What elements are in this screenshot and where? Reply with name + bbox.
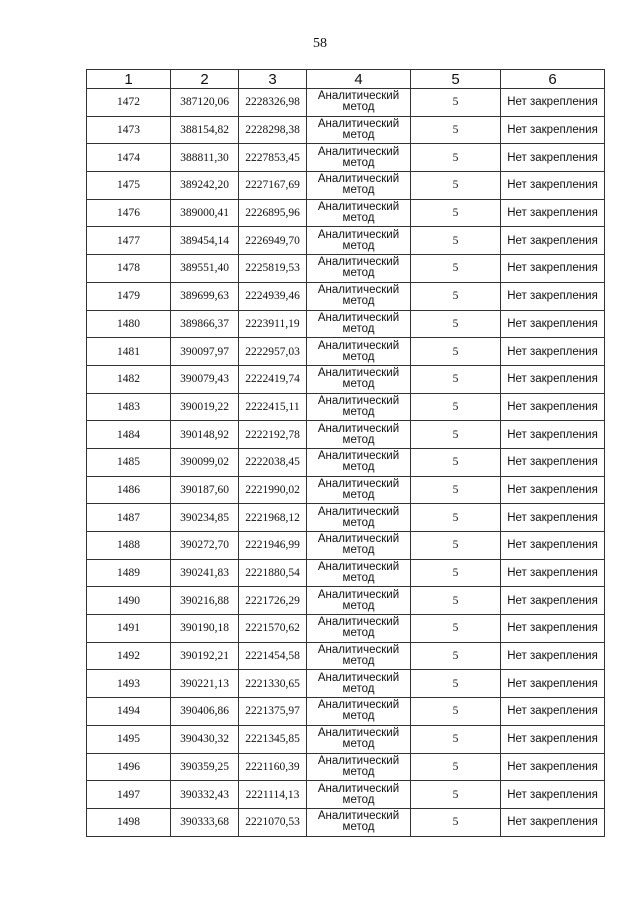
point-number-cell: 1473 bbox=[87, 116, 171, 144]
y-coordinate-cell: 2221726,29 bbox=[239, 587, 307, 615]
method-cell bbox=[307, 393, 411, 421]
x-coordinate-cell: 390430,32 bbox=[171, 725, 239, 753]
table-row bbox=[87, 698, 605, 726]
method-text-line1: Аналитический bbox=[317, 561, 400, 574]
y-coordinate-cell: 2222192,78 bbox=[239, 421, 307, 449]
column-header: 6 bbox=[501, 70, 605, 89]
method-text-line1: Аналитический bbox=[317, 533, 400, 546]
accuracy-cell: 5 bbox=[411, 282, 501, 310]
y-coordinate-cell: 2226949,70 bbox=[239, 227, 307, 255]
x-coordinate-cell: 390241,83 bbox=[171, 559, 239, 587]
method-text-line1: Аналитический bbox=[317, 505, 400, 518]
y-coordinate-cell: 2226895,96 bbox=[239, 199, 307, 227]
method-text-line1: Аналитический bbox=[317, 588, 400, 601]
method-text-line1: Аналитический bbox=[317, 284, 400, 297]
table-row bbox=[87, 615, 605, 643]
table-row bbox=[87, 587, 605, 615]
y-coordinate-cell: 2221345,85 bbox=[239, 725, 307, 753]
x-coordinate-cell: 390359,25 bbox=[171, 753, 239, 781]
accuracy-cell: 5 bbox=[411, 393, 501, 421]
method-text-line2: метод bbox=[342, 433, 375, 446]
fixation-cell: Нет закрепления bbox=[501, 725, 605, 753]
method-text-line1: Аналитический bbox=[317, 256, 400, 269]
point-number-cell: 1492 bbox=[87, 642, 171, 670]
fixation-cell: Нет закрепления bbox=[501, 532, 605, 560]
accuracy-cell: 5 bbox=[411, 476, 501, 504]
method-cell bbox=[307, 338, 411, 366]
x-coordinate-cell: 390079,43 bbox=[171, 365, 239, 393]
point-number-cell: 1476 bbox=[87, 199, 171, 227]
column-header: 3 bbox=[239, 70, 307, 89]
method-text-line1: Аналитический bbox=[317, 450, 400, 463]
x-coordinate-cell: 389000,41 bbox=[171, 199, 239, 227]
method-cell bbox=[307, 89, 411, 117]
point-number-cell: 1482 bbox=[87, 365, 171, 393]
table-row bbox=[87, 310, 605, 338]
accuracy-cell: 5 bbox=[411, 199, 501, 227]
x-coordinate-cell: 387120,06 bbox=[171, 89, 239, 117]
method-text-line2: метод bbox=[342, 738, 375, 751]
y-coordinate-cell: 2221114,13 bbox=[239, 781, 307, 809]
table-row bbox=[87, 144, 605, 172]
fixation-cell: Нет закрепления bbox=[501, 172, 605, 200]
table-row bbox=[87, 365, 605, 393]
fixation-cell: Нет закрепления bbox=[501, 310, 605, 338]
column-header: 1 bbox=[87, 70, 171, 89]
method-cell bbox=[307, 144, 411, 172]
method-cell bbox=[307, 476, 411, 504]
y-coordinate-cell: 2225819,53 bbox=[239, 255, 307, 283]
column-header: 2 bbox=[171, 70, 239, 89]
x-coordinate-cell: 390333,68 bbox=[171, 808, 239, 836]
y-coordinate-cell: 2221330,65 bbox=[239, 670, 307, 698]
method-text-line2: метод bbox=[342, 378, 375, 391]
coordinates-table bbox=[86, 69, 605, 837]
fixation-cell: Нет закрепления bbox=[501, 670, 605, 698]
table-row bbox=[87, 338, 605, 366]
method-text-line2: метод bbox=[342, 821, 375, 834]
accuracy-cell: 5 bbox=[411, 753, 501, 781]
table-row bbox=[87, 670, 605, 698]
fixation-cell: Нет закрепления bbox=[501, 781, 605, 809]
point-number-cell: 1489 bbox=[87, 559, 171, 587]
y-coordinate-cell: 2221160,39 bbox=[239, 753, 307, 781]
method-cell bbox=[307, 116, 411, 144]
method-text-line1: Аналитический bbox=[317, 644, 400, 657]
method-text-line2: метод bbox=[342, 295, 375, 308]
method-cell bbox=[307, 808, 411, 836]
fixation-cell: Нет закрепления bbox=[501, 393, 605, 421]
point-number-cell: 1497 bbox=[87, 781, 171, 809]
column-header: 5 bbox=[411, 70, 501, 89]
accuracy-cell: 5 bbox=[411, 670, 501, 698]
y-coordinate-cell: 2221946,99 bbox=[239, 532, 307, 560]
method-cell bbox=[307, 365, 411, 393]
method-text-line1: Аналитический bbox=[317, 422, 400, 435]
point-number-cell: 1493 bbox=[87, 670, 171, 698]
x-coordinate-cell: 390406,86 bbox=[171, 698, 239, 726]
accuracy-cell: 5 bbox=[411, 504, 501, 532]
y-coordinate-cell: 2222957,03 bbox=[239, 338, 307, 366]
x-coordinate-cell: 390192,21 bbox=[171, 642, 239, 670]
fixation-cell: Нет закрепления bbox=[501, 227, 605, 255]
table-row bbox=[87, 753, 605, 781]
accuracy-cell: 5 bbox=[411, 642, 501, 670]
table-row bbox=[87, 476, 605, 504]
method-text-line2: метод bbox=[342, 101, 375, 114]
point-number-cell: 1478 bbox=[87, 255, 171, 283]
method-text-line2: метод bbox=[342, 156, 375, 169]
y-coordinate-cell: 2221990,02 bbox=[239, 476, 307, 504]
fixation-cell: Нет закрепления bbox=[501, 753, 605, 781]
method-cell bbox=[307, 504, 411, 532]
method-text-line1: Аналитический bbox=[317, 727, 400, 740]
method-cell bbox=[307, 698, 411, 726]
x-coordinate-cell: 389551,40 bbox=[171, 255, 239, 283]
x-coordinate-cell: 390272,70 bbox=[171, 532, 239, 560]
method-text-line1: Аналитический bbox=[317, 477, 400, 490]
point-number-cell: 1481 bbox=[87, 338, 171, 366]
method-cell bbox=[307, 172, 411, 200]
point-number-cell: 1495 bbox=[87, 725, 171, 753]
point-number-cell: 1491 bbox=[87, 615, 171, 643]
point-number-cell: 1480 bbox=[87, 310, 171, 338]
x-coordinate-cell: 389699,63 bbox=[171, 282, 239, 310]
method-text-line2: метод bbox=[342, 322, 375, 335]
method-text-line2: метод bbox=[342, 488, 375, 501]
x-coordinate-cell: 390216,88 bbox=[171, 587, 239, 615]
accuracy-cell: 5 bbox=[411, 338, 501, 366]
fixation-cell: Нет закрепления bbox=[501, 504, 605, 532]
table-row bbox=[87, 89, 605, 117]
x-coordinate-cell: 388154,82 bbox=[171, 116, 239, 144]
accuracy-cell: 5 bbox=[411, 227, 501, 255]
y-coordinate-cell: 2222415,11 bbox=[239, 393, 307, 421]
point-number-cell: 1496 bbox=[87, 753, 171, 781]
method-text-line2: метод bbox=[342, 516, 375, 529]
method-text-line1: Аналитический bbox=[317, 173, 400, 186]
fixation-cell: Нет закрепления bbox=[501, 116, 605, 144]
table-row bbox=[87, 282, 605, 310]
method-text-line2: метод bbox=[342, 682, 375, 695]
method-cell bbox=[307, 310, 411, 338]
table-row bbox=[87, 393, 605, 421]
method-cell bbox=[307, 559, 411, 587]
table-row bbox=[87, 172, 605, 200]
fixation-cell: Нет закрепления bbox=[501, 698, 605, 726]
x-coordinate-cell: 390019,22 bbox=[171, 393, 239, 421]
point-number-cell: 1479 bbox=[87, 282, 171, 310]
method-text-line2: метод bbox=[342, 710, 375, 723]
accuracy-cell: 5 bbox=[411, 781, 501, 809]
method-cell bbox=[307, 227, 411, 255]
method-text-line2: метод bbox=[342, 627, 375, 640]
fixation-cell: Нет закрепления bbox=[501, 338, 605, 366]
fixation-cell: Нет закрепления bbox=[501, 476, 605, 504]
accuracy-cell: 5 bbox=[411, 310, 501, 338]
accuracy-cell: 5 bbox=[411, 587, 501, 615]
point-number-cell: 1485 bbox=[87, 448, 171, 476]
x-coordinate-cell: 389242,20 bbox=[171, 172, 239, 200]
method-text-line1: Аналитический bbox=[317, 367, 400, 380]
fixation-cell: Нет закрепления bbox=[501, 808, 605, 836]
accuracy-cell: 5 bbox=[411, 448, 501, 476]
method-text-line2: метод bbox=[342, 793, 375, 806]
x-coordinate-cell: 390187,60 bbox=[171, 476, 239, 504]
method-cell bbox=[307, 199, 411, 227]
method-text-line1: Аналитический bbox=[317, 699, 400, 712]
method-text-line1: Аналитический bbox=[317, 394, 400, 407]
fixation-cell: Нет закрепления bbox=[501, 642, 605, 670]
method-text-line2: метод bbox=[342, 544, 375, 557]
table-row bbox=[87, 448, 605, 476]
table-row bbox=[87, 504, 605, 532]
fixation-cell: Нет закрепления bbox=[501, 421, 605, 449]
fixation-cell: Нет закрепления bbox=[501, 448, 605, 476]
method-cell bbox=[307, 642, 411, 670]
y-coordinate-cell: 2221070,53 bbox=[239, 808, 307, 836]
point-number-cell: 1487 bbox=[87, 504, 171, 532]
y-coordinate-cell: 2221375,97 bbox=[239, 698, 307, 726]
method-cell bbox=[307, 255, 411, 283]
point-number-cell: 1490 bbox=[87, 587, 171, 615]
table-row bbox=[87, 421, 605, 449]
fixation-cell: Нет закрепления bbox=[501, 365, 605, 393]
accuracy-cell: 5 bbox=[411, 116, 501, 144]
accuracy-cell: 5 bbox=[411, 172, 501, 200]
x-coordinate-cell: 389866,37 bbox=[171, 310, 239, 338]
method-text-line2: метод bbox=[342, 184, 375, 197]
accuracy-cell: 5 bbox=[411, 144, 501, 172]
fixation-cell: Нет закрепления bbox=[501, 255, 605, 283]
method-cell bbox=[307, 421, 411, 449]
fixation-cell: Нет закрепления bbox=[501, 559, 605, 587]
table-row bbox=[87, 532, 605, 560]
y-coordinate-cell: 2222419,74 bbox=[239, 365, 307, 393]
method-cell bbox=[307, 753, 411, 781]
point-number-cell: 1488 bbox=[87, 532, 171, 560]
y-coordinate-cell: 2227167,69 bbox=[239, 172, 307, 200]
y-coordinate-cell: 2221968,12 bbox=[239, 504, 307, 532]
x-coordinate-cell: 390099,02 bbox=[171, 448, 239, 476]
x-coordinate-cell: 390332,43 bbox=[171, 781, 239, 809]
point-number-cell: 1483 bbox=[87, 393, 171, 421]
table-row bbox=[87, 559, 605, 587]
table-row bbox=[87, 781, 605, 809]
fixation-cell: Нет закрепления bbox=[501, 89, 605, 117]
y-coordinate-cell: 2222038,45 bbox=[239, 448, 307, 476]
method-text-line2: метод bbox=[342, 599, 375, 612]
method-text-line2: метод bbox=[342, 405, 375, 418]
method-cell bbox=[307, 587, 411, 615]
method-text-line1: Аналитический bbox=[317, 616, 400, 629]
y-coordinate-cell: 2223911,19 bbox=[239, 310, 307, 338]
table-row bbox=[87, 808, 605, 836]
method-text-line1: Аналитический bbox=[317, 671, 400, 684]
accuracy-cell: 5 bbox=[411, 698, 501, 726]
method-text-line1: Аналитический bbox=[317, 228, 400, 241]
method-text-line1: Аналитический bbox=[317, 754, 400, 767]
x-coordinate-cell: 388811,30 bbox=[171, 144, 239, 172]
accuracy-cell: 5 bbox=[411, 532, 501, 560]
x-coordinate-cell: 390234,85 bbox=[171, 504, 239, 532]
accuracy-cell: 5 bbox=[411, 725, 501, 753]
y-coordinate-cell: 2221880,54 bbox=[239, 559, 307, 587]
x-coordinate-cell: 390221,13 bbox=[171, 670, 239, 698]
method-text-line2: метод bbox=[342, 239, 375, 252]
table-row bbox=[87, 227, 605, 255]
fixation-cell: Нет закрепления bbox=[501, 282, 605, 310]
method-text-line1: Аналитический bbox=[317, 311, 400, 324]
point-number-cell: 1486 bbox=[87, 476, 171, 504]
point-number-cell: 1494 bbox=[87, 698, 171, 726]
y-coordinate-cell: 2221454,58 bbox=[239, 642, 307, 670]
point-number-cell: 1472 bbox=[87, 89, 171, 117]
page-number: 58 bbox=[313, 36, 327, 51]
method-text-line2: метод bbox=[342, 461, 375, 474]
table-row bbox=[87, 642, 605, 670]
accuracy-cell: 5 bbox=[411, 421, 501, 449]
method-text-line1: Аналитический bbox=[317, 90, 400, 103]
method-text-line1: Аналитический bbox=[317, 782, 400, 795]
accuracy-cell: 5 bbox=[411, 615, 501, 643]
accuracy-cell: 5 bbox=[411, 255, 501, 283]
x-coordinate-cell: 390148,92 bbox=[171, 421, 239, 449]
table-row bbox=[87, 725, 605, 753]
accuracy-cell: 5 bbox=[411, 808, 501, 836]
method-text-line2: метод bbox=[342, 655, 375, 668]
method-text-line1: Аналитический bbox=[317, 118, 400, 131]
method-text-line1: Аналитический bbox=[317, 810, 400, 823]
fixation-cell: Нет закрепления bbox=[501, 587, 605, 615]
point-number-cell: 1498 bbox=[87, 808, 171, 836]
table-row bbox=[87, 199, 605, 227]
method-text-line2: метод bbox=[342, 267, 375, 280]
table-row bbox=[87, 116, 605, 144]
y-coordinate-cell: 2228326,98 bbox=[239, 89, 307, 117]
point-number-cell: 1477 bbox=[87, 227, 171, 255]
point-number-cell: 1475 bbox=[87, 172, 171, 200]
method-cell bbox=[307, 615, 411, 643]
method-text-line1: Аналитический bbox=[317, 145, 400, 158]
method-cell bbox=[307, 781, 411, 809]
x-coordinate-cell: 390190,18 bbox=[171, 615, 239, 643]
y-coordinate-cell: 2224939,46 bbox=[239, 282, 307, 310]
column-header: 4 bbox=[307, 70, 411, 89]
y-coordinate-cell: 2221570,62 bbox=[239, 615, 307, 643]
method-text-line1: Аналитический bbox=[317, 201, 400, 214]
fixation-cell: Нет закрепления bbox=[501, 144, 605, 172]
method-cell bbox=[307, 448, 411, 476]
method-text-line2: метод bbox=[342, 129, 375, 142]
method-text-line2: метод bbox=[342, 350, 375, 363]
fixation-cell: Нет закрепления bbox=[501, 199, 605, 227]
y-coordinate-cell: 2227853,45 bbox=[239, 144, 307, 172]
accuracy-cell: 5 bbox=[411, 559, 501, 587]
method-text-line1: Аналитический bbox=[317, 339, 400, 352]
accuracy-cell: 5 bbox=[411, 89, 501, 117]
method-cell bbox=[307, 282, 411, 310]
method-text-line2: метод bbox=[342, 765, 375, 778]
method-text-line2: метод bbox=[342, 212, 375, 225]
x-coordinate-cell: 390097,97 bbox=[171, 338, 239, 366]
method-text-line2: метод bbox=[342, 572, 375, 585]
method-cell bbox=[307, 725, 411, 753]
table-row bbox=[87, 255, 605, 283]
fixation-cell: Нет закрепления bbox=[501, 615, 605, 643]
accuracy-cell: 5 bbox=[411, 365, 501, 393]
table-header-row bbox=[87, 70, 605, 89]
y-coordinate-cell: 2228298,38 bbox=[239, 116, 307, 144]
point-number-cell: 1474 bbox=[87, 144, 171, 172]
method-cell bbox=[307, 532, 411, 560]
point-number-cell: 1484 bbox=[87, 421, 171, 449]
x-coordinate-cell: 389454,14 bbox=[171, 227, 239, 255]
method-cell bbox=[307, 670, 411, 698]
